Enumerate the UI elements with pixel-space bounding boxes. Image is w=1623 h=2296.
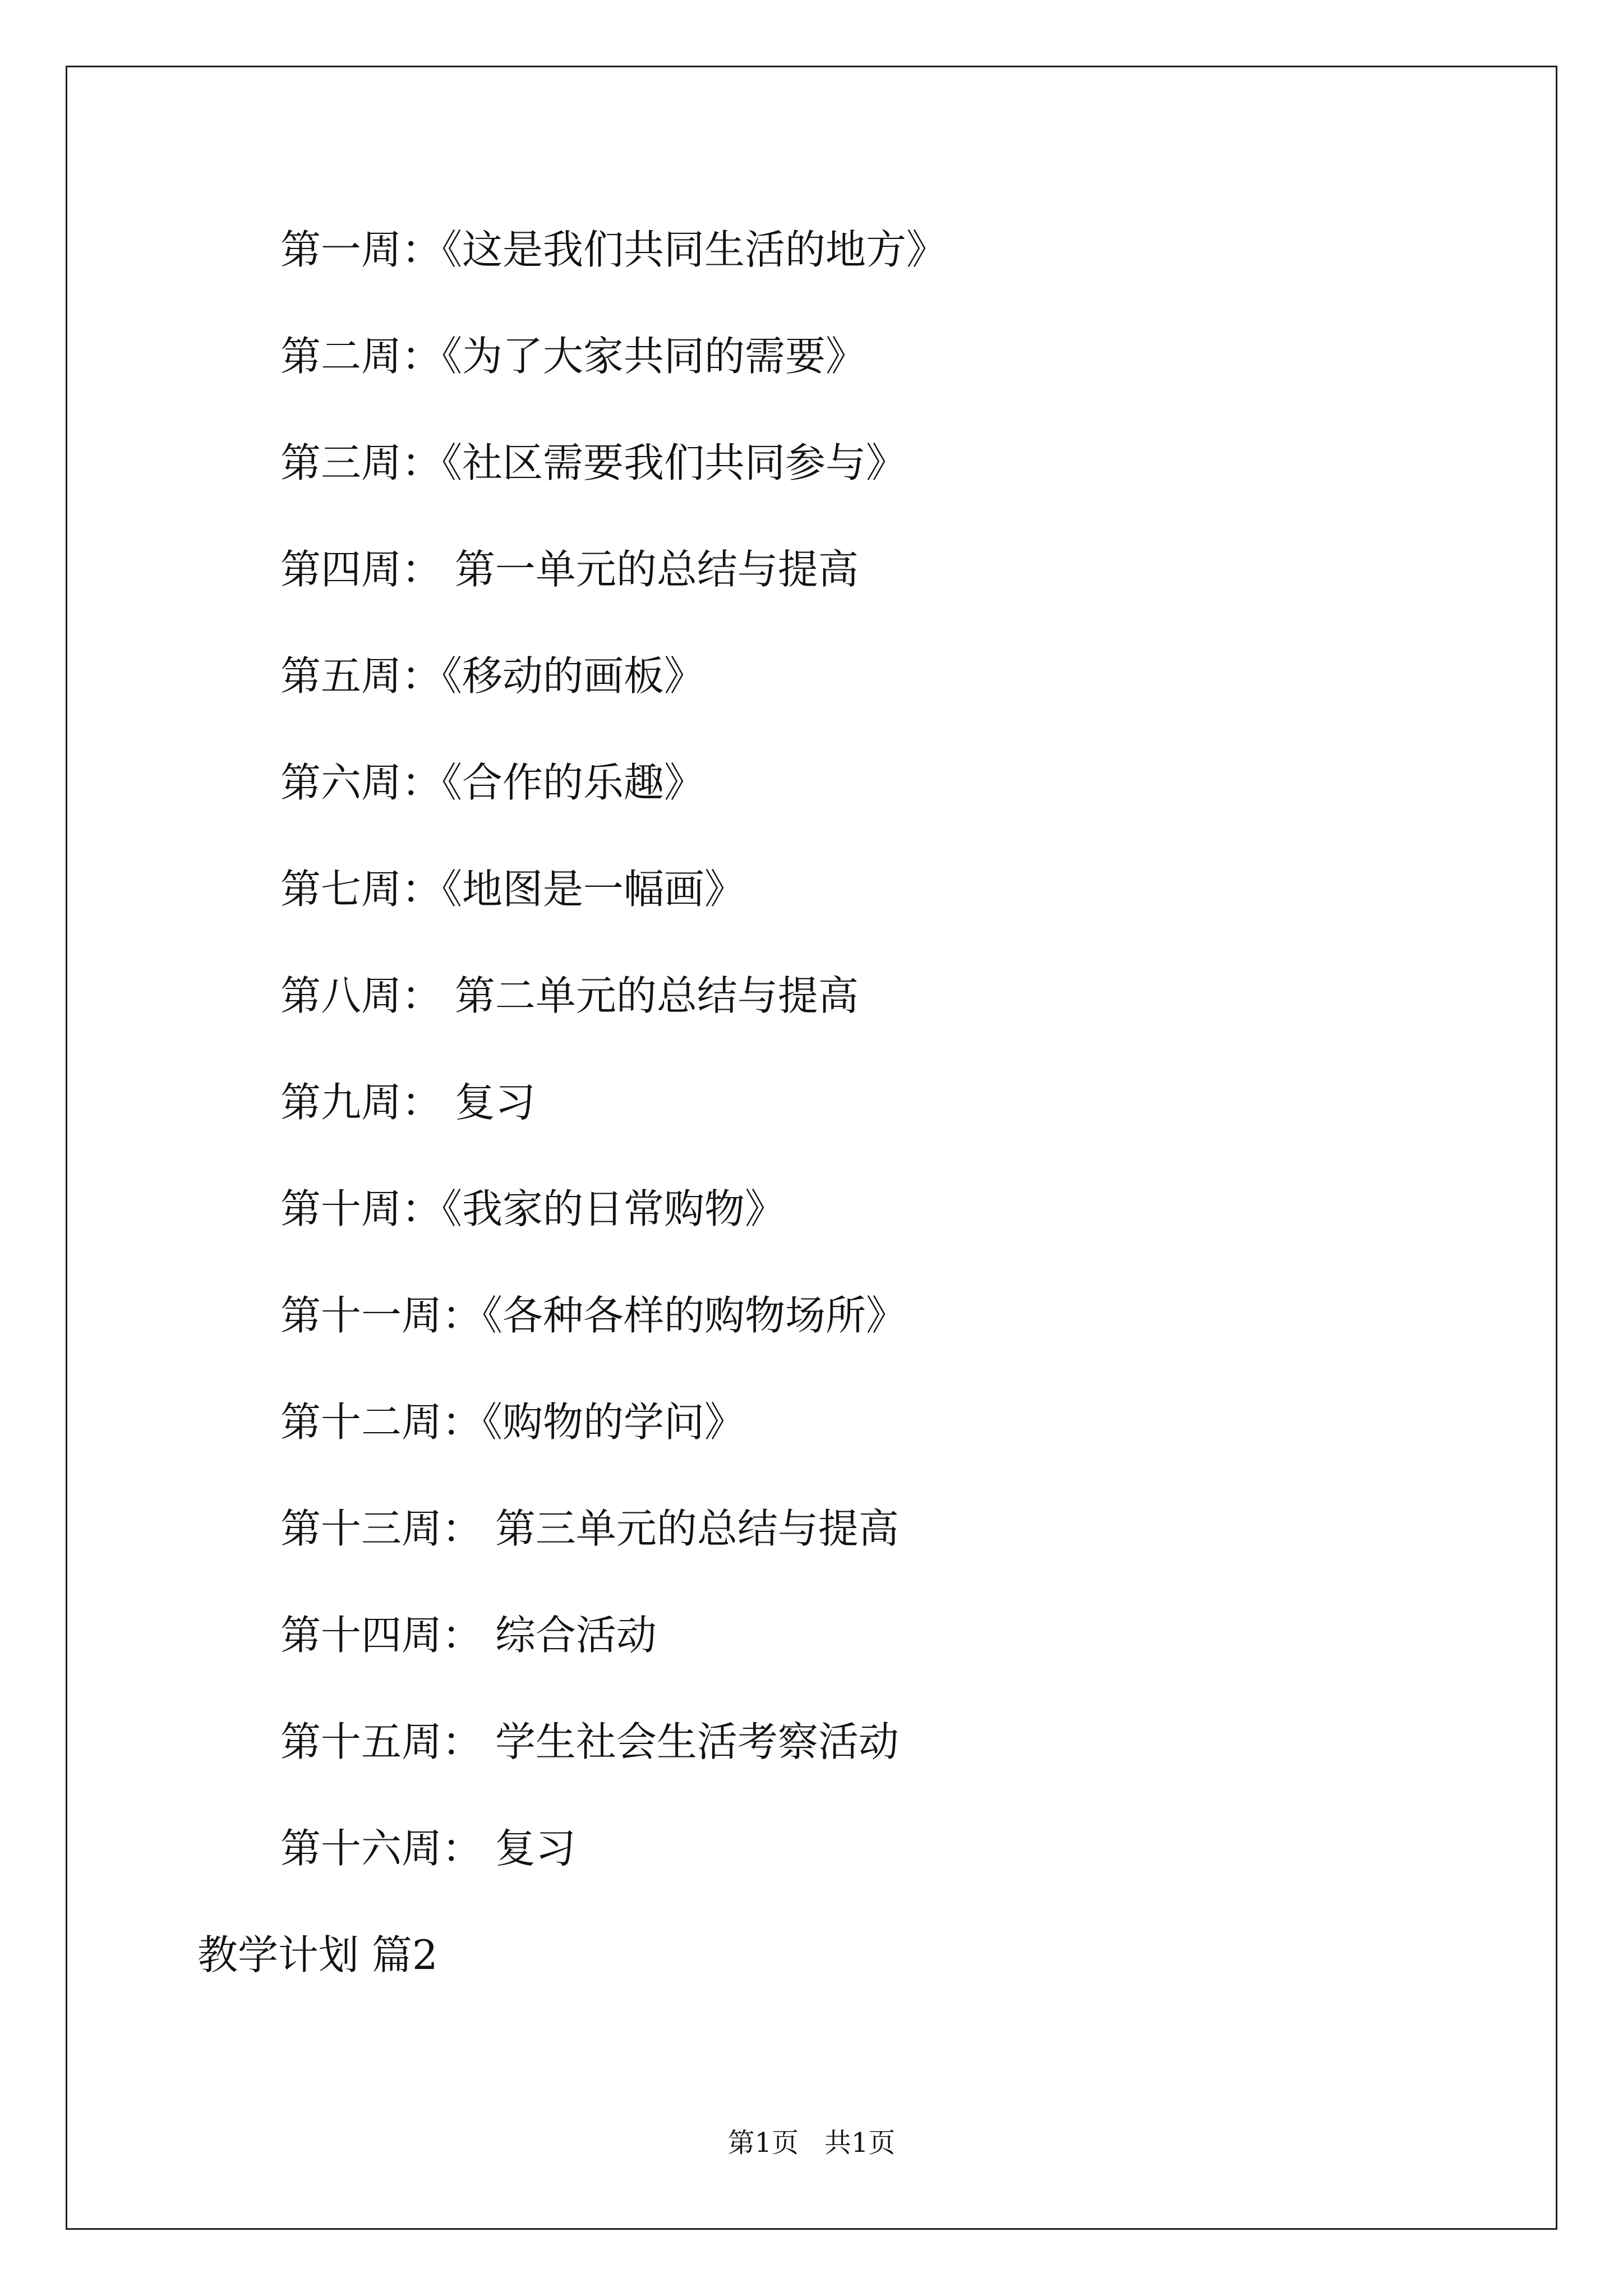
week-15-item: 第十五周： 学生社会生活考察活动: [280, 1718, 899, 1765]
week-14-item: 第十四周： 综合活动: [280, 1612, 657, 1659]
week-11-item: 第十一周：《各种各样的购物场所》: [280, 1292, 907, 1339]
week-10-item: 第十周：《我家的日常购物》: [280, 1185, 786, 1232]
page-footer: 第1页 共1页: [727, 2127, 896, 2159]
week-4-item: 第四周： 第一单元的总结与提高: [280, 546, 859, 593]
week-3-item: 第三周：《社区需要我们共同参与》: [280, 439, 907, 486]
week-8-item: 第八周： 第二单元的总结与提高: [280, 972, 859, 1019]
week-1-item: 第一周：《这是我们共同生活的地方》: [280, 226, 947, 273]
week-5-item: 第五周：《移动的画板》: [280, 652, 705, 700]
week-16-item: 第十六周： 复习: [280, 1825, 576, 1872]
week-13-item: 第十三周： 第三单元的总结与提高: [280, 1505, 899, 1552]
weekly-schedule-list: [280, 224, 947, 1930]
week-12-item: 第十二周：《购物的学问》: [280, 1398, 745, 1446]
week-7-item: 第七周：《地图是一幅画》: [280, 866, 745, 913]
week-9-item: 第九周： 复习: [280, 1079, 536, 1126]
section-heading: 教学计划 篇2: [197, 1931, 438, 1978]
week-2-item: 第二周：《为了大家共同的需要》: [280, 333, 866, 380]
week-6-item: 第六周：《合作的乐趣》: [280, 759, 705, 806]
